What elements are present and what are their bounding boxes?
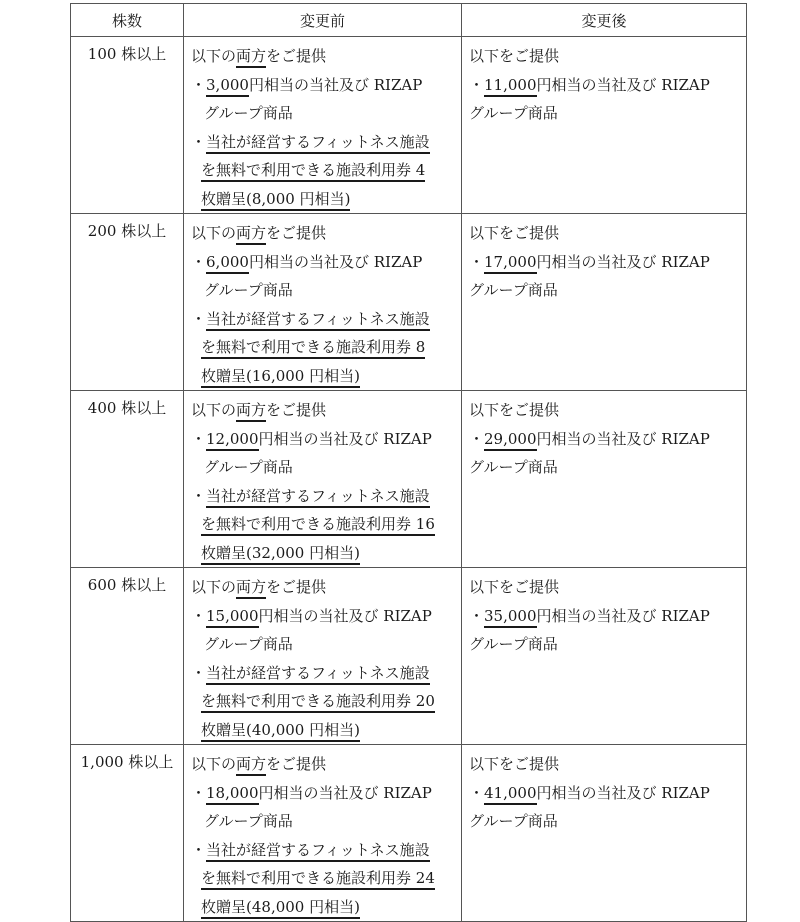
before-line-3 <box>191 276 461 305</box>
underlined-text: 当社が経営するフィットネス施設 <box>206 841 430 862</box>
before-line-5 <box>191 333 461 362</box>
text: グループ商品 <box>469 812 558 830</box>
bullet: ・ <box>191 663 207 682</box>
after-line-3 <box>469 807 746 836</box>
shares-label: 100 株以上 <box>87 45 167 63</box>
text: 円相当の当社及び RIZAP <box>248 252 423 271</box>
benefit-comparison-table <box>70 3 747 922</box>
underlined-text: を無料で利用できる施設利用券 8 <box>201 338 425 359</box>
after-cell <box>462 391 747 568</box>
bullet: ・ <box>191 252 207 271</box>
before-cell <box>184 568 462 745</box>
before-cell <box>184 37 462 214</box>
text: 以下をご提供 <box>469 755 560 773</box>
text: 以下の <box>191 578 237 596</box>
underlined-text: 枚贈呈(32,000 円相当) <box>201 544 360 565</box>
shares-label: 1,000 株以上 <box>80 753 174 771</box>
before-line-2 <box>191 602 461 631</box>
underlined-amount: 11,000 <box>484 76 537 97</box>
underlined-amount: 29,000 <box>484 430 537 451</box>
after-line-1 <box>469 42 746 71</box>
bullet: ・ <box>191 75 207 94</box>
text: 円相当の当社及び RIZAP <box>536 75 710 94</box>
before-line-5 <box>191 156 461 185</box>
text: グループ商品 <box>204 104 293 122</box>
text: 円相当の当社及び RIZAP <box>258 606 432 625</box>
before-line-1 <box>191 396 461 425</box>
text: 以下の <box>191 224 237 242</box>
text: 円相当の当社及び RIZAP <box>536 252 710 271</box>
before-cell <box>184 391 462 568</box>
text: をご提供 <box>266 755 327 773</box>
text: 以下の <box>191 401 237 419</box>
underlined-text: 当社が経営するフィットネス施設 <box>206 133 430 154</box>
text: をご提供 <box>266 224 327 242</box>
header-after: 変更後 <box>462 4 747 37</box>
text: 円相当の当社及び RIZAP <box>536 606 710 625</box>
before-line-2 <box>191 248 461 277</box>
table-row <box>71 37 747 214</box>
after-line-2 <box>469 248 746 277</box>
underlined-text: 枚贈呈(16,000 円相当) <box>201 367 360 388</box>
bullet: ・ <box>191 840 207 859</box>
text: 円相当の当社及び RIZAP <box>536 429 710 448</box>
underlined-amount: 41,000 <box>484 784 537 805</box>
before-line-4 <box>191 659 461 688</box>
before-line-4 <box>191 482 461 511</box>
text: 円相当の当社及び RIZAP <box>248 75 423 94</box>
text: 以下をご提供 <box>469 401 560 419</box>
after-cell <box>462 568 747 745</box>
bullet: ・ <box>191 486 207 505</box>
before-line-5 <box>191 687 461 716</box>
table-row <box>71 214 747 391</box>
text: 以下をご提供 <box>469 224 560 242</box>
after-line-1 <box>469 396 746 425</box>
text: をご提供 <box>266 578 327 596</box>
shares-label: 400 株以上 <box>87 399 167 417</box>
before-line-2 <box>191 779 461 808</box>
before-line-3 <box>191 630 461 659</box>
text: グループ商品 <box>469 104 558 122</box>
before-line-4 <box>191 305 461 334</box>
underlined-text: 枚贈呈(48,000 円相当) <box>201 898 360 919</box>
shares-label: 600 株以上 <box>87 576 167 594</box>
text: グループ商品 <box>469 458 558 476</box>
text: グループ商品 <box>204 281 293 299</box>
text: 以下の <box>191 47 237 65</box>
underlined-amount: 35,000 <box>484 607 537 628</box>
underlined-text: 両方 <box>236 755 266 776</box>
text: をご提供 <box>266 401 327 419</box>
header-before: 変更前 <box>184 4 462 37</box>
bullet: ・ <box>191 309 207 328</box>
text: 円相当の当社及び RIZAP <box>258 429 432 448</box>
before-line-6 <box>191 716 461 745</box>
text: グループ商品 <box>204 812 293 830</box>
before-line-6 <box>191 893 461 922</box>
table-row <box>71 568 747 745</box>
text: グループ商品 <box>469 635 558 653</box>
after-line-1 <box>469 750 746 779</box>
before-line-1 <box>191 750 461 779</box>
bullet: ・ <box>469 75 485 94</box>
after-cell <box>462 37 747 214</box>
text: 円相当の当社及び RIZAP <box>536 783 710 802</box>
before-line-3 <box>191 807 461 836</box>
underlined-text: 枚贈呈(40,000 円相当) <box>201 721 360 742</box>
before-line-3 <box>191 99 461 128</box>
before-line-4 <box>191 836 461 865</box>
bullet: ・ <box>469 606 485 625</box>
after-line-2 <box>469 602 746 631</box>
text: グループ商品 <box>204 458 293 476</box>
after-line-2 <box>469 71 746 100</box>
underlined-text: 両方 <box>236 224 266 245</box>
underlined-amount: 3,000 <box>206 76 249 97</box>
after-line-1 <box>469 219 746 248</box>
after-line-3 <box>469 453 746 482</box>
header-shares: 株数 <box>71 4 184 37</box>
before-line-2 <box>191 71 461 100</box>
underlined-text: を無料で利用できる施設利用券 20 <box>201 692 435 713</box>
before-line-3 <box>191 453 461 482</box>
after-cell <box>462 214 747 391</box>
underlined-text: を無料で利用できる施設利用券 24 <box>201 869 435 890</box>
bullet: ・ <box>469 252 485 271</box>
bullet: ・ <box>469 429 485 448</box>
before-line-6 <box>191 362 461 391</box>
before-cell <box>184 214 462 391</box>
underlined-text: 当社が経営するフィットネス施設 <box>206 487 430 508</box>
underlined-amount: 17,000 <box>484 253 537 274</box>
bullet: ・ <box>191 132 207 151</box>
underlined-text: を無料で利用できる施設利用券 4 <box>201 161 425 182</box>
underlined-text: 当社が経営するフィットネス施設 <box>206 664 430 685</box>
underlined-amount: 6,000 <box>206 253 249 274</box>
underlined-text: 両方 <box>236 401 266 422</box>
header-row <box>71 4 747 37</box>
after-line-2 <box>469 779 746 808</box>
underlined-text: 両方 <box>236 578 266 599</box>
bullet: ・ <box>191 606 207 625</box>
text: グループ商品 <box>204 635 293 653</box>
text: 以下をご提供 <box>469 47 560 65</box>
before-line-1 <box>191 573 461 602</box>
table-row <box>71 391 747 568</box>
underlined-amount: 12,000 <box>206 430 259 451</box>
bullet: ・ <box>191 783 207 802</box>
after-line-1 <box>469 573 746 602</box>
after-line-3 <box>469 99 746 128</box>
shares-cell <box>71 391 184 568</box>
before-line-4 <box>191 128 461 157</box>
shares-cell <box>71 568 184 745</box>
text: をご提供 <box>266 47 327 65</box>
shares-cell <box>71 214 184 391</box>
underlined-text: 両方 <box>236 47 266 68</box>
before-line-5 <box>191 864 461 893</box>
text: 以下をご提供 <box>469 578 560 596</box>
underlined-text: 枚贈呈(8,000 円相当) <box>201 190 350 211</box>
bullet: ・ <box>469 783 485 802</box>
after-line-2 <box>469 425 746 454</box>
before-line-5 <box>191 510 461 539</box>
underlined-amount: 15,000 <box>206 607 259 628</box>
underlined-text: を無料で利用できる施設利用券 16 <box>201 515 435 536</box>
shares-cell <box>71 37 184 214</box>
after-line-3 <box>469 630 746 659</box>
before-line-6 <box>191 539 461 568</box>
before-line-2 <box>191 425 461 454</box>
before-line-1 <box>191 219 461 248</box>
after-line-3 <box>469 276 746 305</box>
text: 円相当の当社及び RIZAP <box>258 783 432 802</box>
before-line-6 <box>191 185 461 214</box>
before-line-1 <box>191 42 461 71</box>
bullet: ・ <box>191 429 207 448</box>
underlined-amount: 18,000 <box>206 784 259 805</box>
text: 以下の <box>191 755 237 773</box>
text: グループ商品 <box>469 281 558 299</box>
shares-label: 200 株以上 <box>87 222 167 240</box>
underlined-text: 当社が経営するフィットネス施設 <box>206 310 430 331</box>
